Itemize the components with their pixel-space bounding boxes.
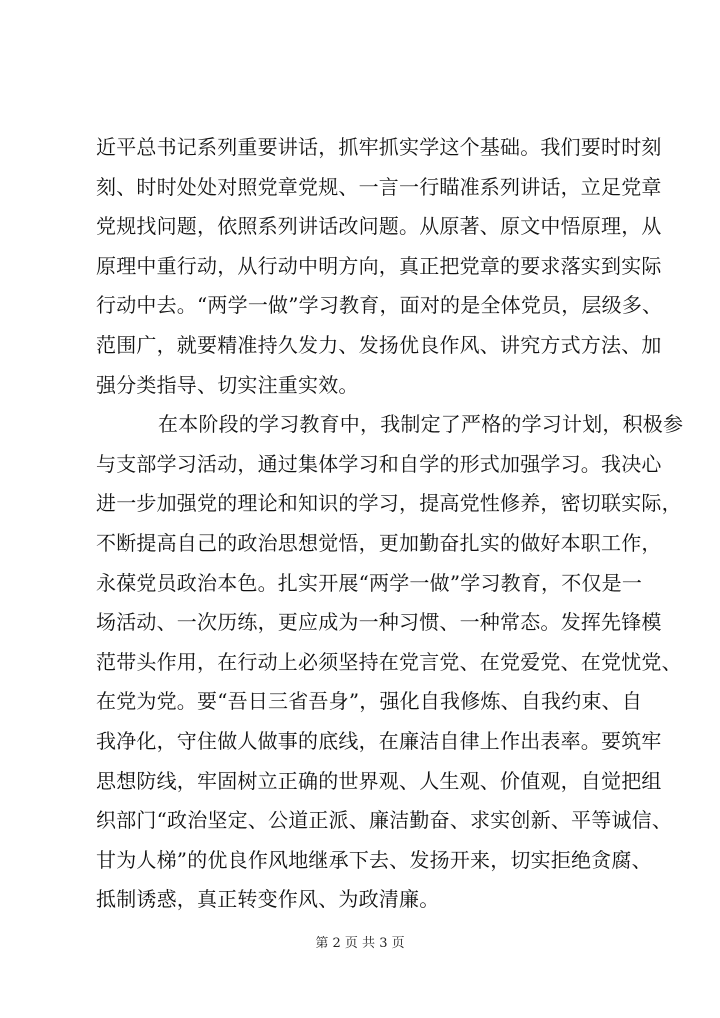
text-line: 范带头作用，在行动上必须坚持在党言党、在党爱党、在党忧党、 (96, 649, 682, 674)
page-number-footer: 第 2 页 共 3 页 (315, 936, 405, 951)
text-line: 思想防线，牢固树立正确的世界观、人生观、价值观，自觉把组 (96, 768, 662, 793)
text-line: 不断提高自己的政治思想觉悟，更加勤奋扎实的做好本职工作， (96, 530, 662, 555)
text-line: 我净化，守住做人做事的底线，在廉洁自律上作出表率。要筑牢 (96, 728, 662, 753)
text-line: 进一步加强党的理论和知识的学习，提高党性修养，密切联实际， (96, 491, 682, 516)
text-line: 党规找问题，依照系列讲话改问题。从原著、原文中悟原理，从 (96, 214, 662, 239)
text-line: 织部门“政治坚定、公道正派、廉洁勤奋、求实创新、平等诚信、 (96, 808, 673, 833)
text-line: 甘为人梯”的优良作风地继承下去、发扬开来，切实拒绝贪腐、 (96, 847, 652, 872)
text-line: 抵制诱惑，真正转变作风、为政清廉。 (96, 887, 440, 912)
text-line: 刻、时时处处对照党章党规、一言一行瞄准系列讲话，立足党章 (96, 174, 662, 199)
text-line: 范围广，就要精准持久发力、发扬优良作风、讲究方式方法、加 (96, 332, 662, 357)
text-line: 场活动、一次历练，更应成为一种习惯、一种常态。发挥先锋模 (96, 610, 662, 635)
text-line: 强分类指导、切实注重实效。 (96, 372, 359, 397)
text-line: 近平总书记系列重要讲话，抓牢抓实学这个基础。我们要时时刻 (96, 135, 662, 159)
text-line: 与支部学习活动，通过集体学习和自学的形式加强学习。我决心 (96, 451, 662, 476)
body-text (96, 128, 684, 920)
text-line: 行动中去。“两学一做”学习教育，面对的是全体党员，层级多、 (96, 293, 663, 318)
paragraph-start-line: 在本阶段的学习教育中，我制定了严格的学习计划，积极参 (158, 412, 684, 437)
text-line: 永葆党员政治本色。扎实开展“两学一做”学习教育，不仅是一 (96, 570, 643, 595)
text-line: 在党为党。要“吾日三省吾身”，强化自我修炼、自我约束、自 (96, 689, 643, 714)
text-line: 原理中重行动，从行动中明方向，真正把党章的要求落实到实际 (96, 253, 662, 278)
